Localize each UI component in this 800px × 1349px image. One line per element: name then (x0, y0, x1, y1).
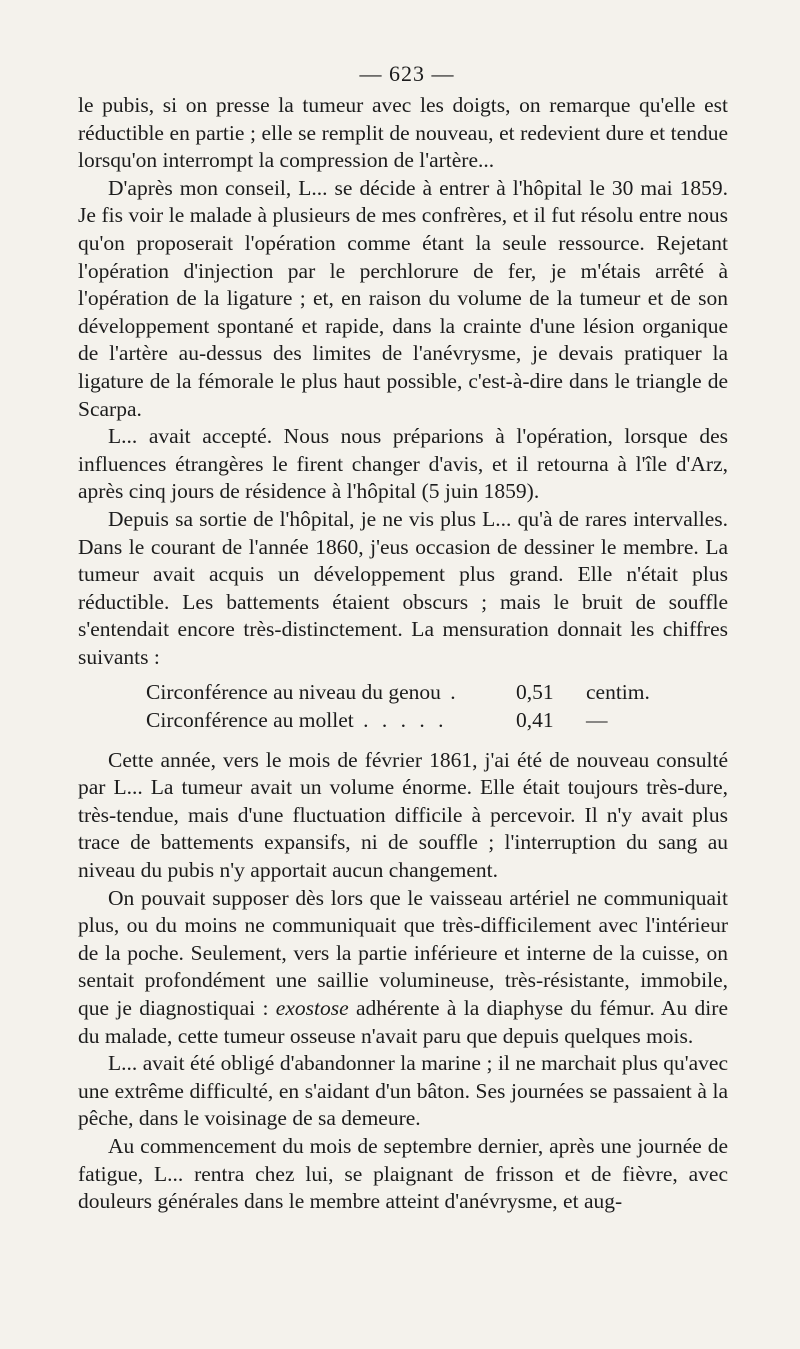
measurement-label-calf: Circonférence au mollet . . . . . (146, 708, 448, 733)
measurement-unit-calf: — (586, 708, 608, 733)
paragraph-3: L... avait accepté. Nous nous préparions à l'opération, lorsque des influences étrangères le firent changer d'avis, et il retourna à l'île d'Arz, après cinq jours de résidence à l'hôpital (5 juin 1859). (78, 424, 728, 504)
italic-term: exostose (275, 996, 349, 1020)
paragraph-7: L... avait été obligé d'abandonner la marine ; il ne marchait plus qu'avec une extrême difficulté, en s'aidant d'un bâton. Ses journées se passaient à la pêche, dans le voisinage de sa demeure. (78, 1051, 728, 1131)
paragraph-6: On pouvait supposer dès lors que le vaisseau artériel ne communiquait plus, ou du moins ne communiquait que très-difficilement avec l'intérieur de la poche. Seulement, vers la partie inférieure et interne de la cuisse, on sentait profondément une saillie volumineuse, très-résistante, immobile, que je diagnostiquai : exostose adhérente à la diaphyse du fémur. Au dire du malade, cette tumeur osseuse n'avait paru que depuis quelques mois. (78, 885, 728, 1048)
measurement-row (146, 707, 728, 735)
measurements-table (146, 679, 728, 734)
measurement-value-knee: 0,51 (516, 680, 554, 705)
paragraph-1: le pubis, si on presse la tumeur avec les doigts, on remarque qu'elle est réductible en partie ; elle se remplit de nouveau, et redevient dure et tendue lorsqu'on interrompt la compression de l'artère... (78, 93, 728, 173)
paragraph-2: D'après mon conseil, L... se décide à entrer à l'hôpital le 30 mai 1859. Je fis voir le malade à plusieurs de mes confrères, et il fut résolu entre nous qu'on proposerait l'opération comme étant la seule ressource. Rejetant l'opération d'injection par le perchlorure de fer, je m'étais arrêté à l'opération de la ligature ; et, en raison du volume de la tumeur et de son développement spontané et rapide, dans la crainte d'une lésion organique de l'artère au-dessus des limites de l'anévrysme, je devais pratiquer la ligature de la fémorale le plus haut possible, c'est-à-dire dans le triangle de Scarpa. (78, 175, 728, 421)
measurement-value-calf: 0,41 (516, 708, 554, 733)
measurement-unit-knee: centim. (586, 680, 650, 705)
paragraph-8: Au commencement du mois de septembre dernier, après une journée de fatigue, L... rentra chez lui, se plaignant de frisson et de fièvre, avec douleurs générales dans le membre atteint d'anévrysme, et aug- (78, 1133, 728, 1214)
measurement-row (146, 679, 728, 707)
body-text (78, 92, 728, 1216)
paragraph-4: Depuis sa sortie de l'hôpital, je ne vis plus L... qu'à de rares intervalles. Dans le courant de l'année 1860, j'eus occasion de dessiner le membre. La tumeur avait acquis un développement plus grand. Elle n'était plus réductible. Les battements étaient obscurs ; mais le bruit de souffle s'entendait encore très-distinctement. La mensuration donnait les chiffres suivants : (78, 506, 728, 669)
measurement-label-knee: Circonférence au niveau du genou . (146, 680, 460, 705)
paragraph-5: Cette année, vers le mois de février 1861, j'ai été de nouveau consulté par L... La tumeur avait un volume énorme. Elle était toujours très-dure, très-tendue, mais d'une fluctuation difficile à percevoir. Il n'y avait plus trace de battements expansifs, ni de souffle ; l'interruption du sang au niveau du pubis n'y apportait aucun changement. (78, 747, 728, 883)
page-number: — 623 — (359, 61, 455, 86)
